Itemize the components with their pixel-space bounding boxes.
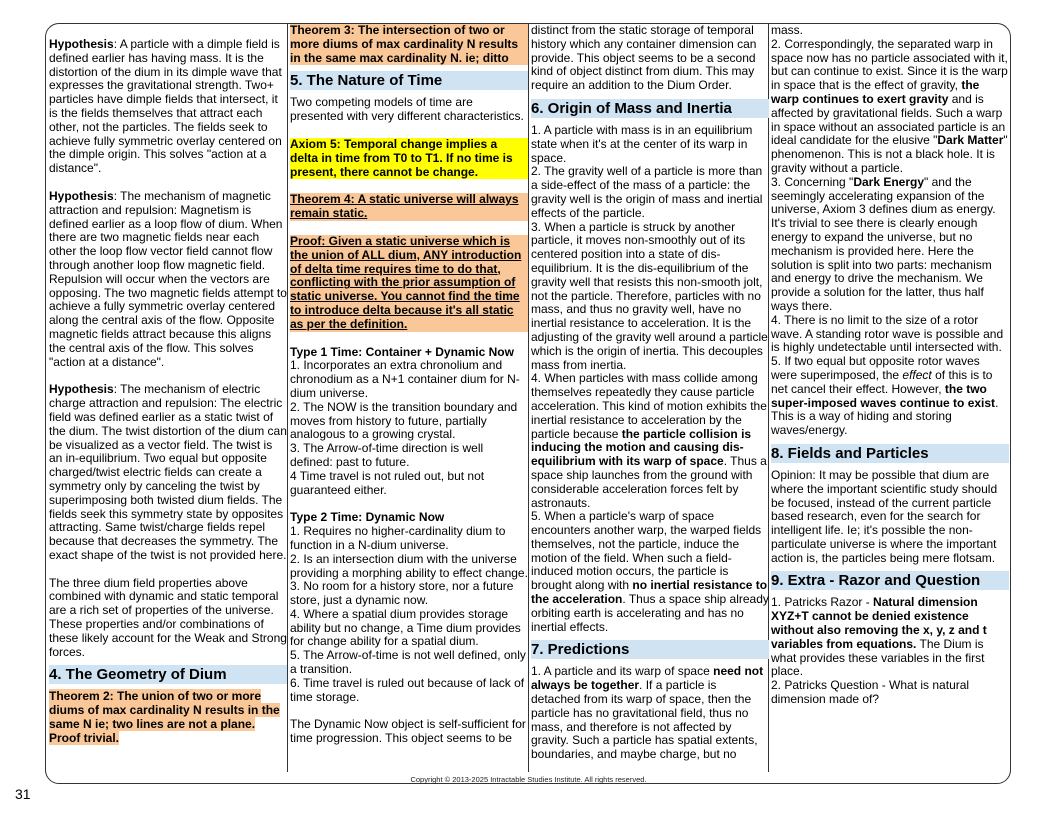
section-5-heading: 5. The Nature of Time — [290, 71, 528, 90]
summary-paragraph: The three dium field properties above combined with dynamic and static temporal are a rich set of properties of the universe. These properties and/or combinations of these likely account for the Weak and Strong forces. — [49, 575, 287, 659]
opinion-paragraph: Opinion: It may be possible that dium are where the important scientific study should be focused, instead of the current particle based research, even for the search for intelligent life. Ie; it's possible the non-particulate universe is where the important action is, the particles being mere flotsam. — [771, 467, 998, 565]
column-divider — [287, 24, 288, 772]
type2-item: 5. The Arrow-of-time is not well defined, only a transition. — [290, 648, 526, 677]
section-6-heading: 6. Origin of Mass and Inertia — [531, 99, 769, 118]
theorem-4-proof: Proof: Given a static universe which is the union of ALL dium, ANY introduction of delta time requires time to do that, conflicting with the prior assumption of static universe. You cannot find the time to introduce delta because it's all static as per the definition. — [290, 235, 528, 332]
type1-item: 1. Incorporates an extra chronolium and chronodium as a N+1 container dium for N-dium universe. — [290, 358, 520, 400]
section-7-heading: 7. Predictions — [531, 640, 769, 659]
axiom-5: Axiom 5: Temporal change implies a delta in time from T0 to T1. If no time is present, there cannot be change. — [290, 138, 528, 179]
continued-text: mass. — [771, 23, 804, 37]
prediction-3: 3. Concerning "Dark Energy" and the seemingly accelerating expansion of the universe, Axiom 3 defines dium as energy. It's trivial to see there is clearly enough energy to expand the universe, but no mechanism is provided here. Here the solution is split into two parts: mechanism and energy to drive the mechanism. We provide a solution for the latter, thus half ways there. — [771, 174, 996, 313]
section-9-heading: 9. Extra - Razor and Question — [771, 571, 1009, 590]
type1-item: 3. The Arrow-of-time direction is well defined: past to future. — [290, 441, 484, 469]
type2-title: Type 2 Time: Dynamic Now — [290, 510, 445, 525]
section-4-heading: 4. The Geometry of Dium — [49, 665, 287, 684]
type2-item: 6. Time travel is ruled out because of lack of time storage. — [290, 675, 525, 704]
column-2 — [290, 24, 528, 746]
type1-item: 4 Time travel is not ruled out, but not guaranteed either. — [290, 468, 485, 497]
column-3 — [531, 24, 769, 762]
mass-item-3: 3. When a particle is struck by another particle, it moves non-smoothly out of its centered position into a state of dis-equilibrium. It is the dis-equilibrium of the gravity well that resists this non-smooth jolt, not the particle. Therefore, particles with no mass, and thus no gravity well, have no inertial resistance to acceleration. It is the adjusting of the gravity well around a particle which is the origin of inertia. This decouples mass from inertia. — [531, 219, 768, 372]
copyright-footer: Copyright © 2013-2025 Intractable Studies Institute. All rights reserved. — [410, 775, 647, 784]
hypothesis-magnetism: Hypothesis: The mechanism of magnetic attraction and repulsion: Magnetism is defined earlier as a loop flow of dium. When there are two magnetic fields near each other the loop flow vector field cannot flow through another loop flow magnetic field. Repulsion will occur when the vectors are opposing. The two magnetic fields attempt to achieve a fully symmetric overlay centered along the central axis of the flow. Opposite magnetic fields attract because this aligns the central axis of the flow. This solves "action at a distance". — [49, 188, 287, 369]
patricks-razor: 1. Patricks Razor - Natural dimension XYZ+T cannot be denied existence without also removing the x, y, z and t variables from equations. The Dium is what provides these variables in the first place. — [771, 595, 987, 679]
type2-item: 4. Where a spatial dium provides storage ability but no change, a Time dium provides for change ability for a spatial dium. — [290, 606, 521, 649]
prediction-2: 2. Correspondingly, the separated warp in space now has no particle associated with it, but can continue to exist. Since it is the warp in space that is the effect of gravity, the warp continues to exert gravity and is affected by gravitational fields. Such a warp in space without an associated particle is an ideal candidate for the elusive "Dark Matter" phenomenon. This is not a black hole. It is gravity without a particle. — [771, 36, 1008, 175]
time-intro: Two competing models of time are presented with very different characteristics. — [290, 95, 524, 124]
page-number: 31 — [15, 786, 31, 802]
prediction-5: 5. If two equal but opposite rotor waves were superimposed, the effect of this is to net cancel their effect. However, the two super-imposed waves continue to exist. This is a way of hiding and storing waves/energy. — [771, 354, 999, 438]
prediction-1: 1. A particle and its warp of space need not always be together. If a particle is detached from its warp of space, then the particle has no gravitational field, thus no mass, and therefore is not affected by gravity. Such a particle has spatial extents, boundaries, and maybe charge, but no — [531, 664, 764, 762]
hypothesis-gravity: Hypothesis: A particle with a dimple field is defined earlier has having mass. It is the distortion of the dium in its dimple wave that expresses the gravitational strength. Two+ particles have dimple fields that intersect, it is the fields themselves that attract each other, not the particles. The fields seek to achieve fully symmetric overlay centered on the dimple origin. This solves "action at a distance". — [49, 37, 282, 176]
mass-item-1: 1. A particle with mass is in an equilibrium state when it's at the center of its warp in space. — [531, 122, 753, 165]
type2-item: 2. Is an intersection dium with the universe providing a morphing ability to effect change. — [290, 551, 528, 580]
patricks-question: 2. Patricks Question - What is natural dimension made of? — [771, 678, 970, 707]
prediction-4: 4. There is no limit to the size of a rotor wave. A standing rotor wave is possible and is highly undetectable until intersected with. — [771, 312, 1004, 355]
mass-item-5: 5. When a particle's warp of space encounters another warp, the warped fields themselves, not the particle, induce the motion of the field. When such a field-induced motion occurs, the particle is brought along with no inertial resistance to the acceleration. Thus a space ship already orbiting earth is accelerating and has no inertial effects. — [531, 509, 769, 634]
column-divider — [528, 24, 529, 772]
mass-item-2: 2. The gravity well of a particle is more than a side-effect of the mass of a particle: the gravity well is the origin of mass and inertial effects of the particle. — [531, 164, 763, 220]
type2-item: 1. Requires no higher-cardinality dium to function in a N-dium universe. — [290, 524, 506, 552]
type1-item: 2. The NOW is the transition boundary and moves from history to future, partially analogous to a growing crystal. — [290, 399, 518, 442]
mass-item-4: 4. When particles with mass collide among themselves repeatedly they cause particle acceleration. This kind of motion exhibits the inertial resistance to acceleration by the particle because the particle collision is inducing the motion and causing dis-equilibrium with its warp of space. Thus a space ship launches from the ground with considerable acceleration forces felt by astronauts. — [531, 371, 767, 510]
hypothesis-electric: Hypothesis: The mechanism of electric charge attraction and repulsion: The electric field was defined earlier as a static twist of the dium. The twist distortion of the dium can be visualized as a vector field. The twist is an in-equilibrium. Two equal but opposite charged/twist electric fields can create a symmetry only by canceling the twist by superimposing both twisted dium fields. The fields seek this symmetry state by opposites attracting. Same twist/charge fields repel because that decreases the symmetry. The exact shape of the twist is not provided here. — [49, 382, 287, 562]
type1-title: Type 1 Time: Container + Dynamic Now — [290, 344, 514, 359]
type2-item: 3. No room for a history store, nor a future store, just a dynamic now. — [290, 579, 514, 608]
theorem-2: Theorem 2: The union of two or more diums of max cardinality N results in the same N ie; two lines are not a plane. Proof trivial. — [49, 689, 280, 745]
column-1 — [49, 24, 287, 746]
dynamic-now-paragraph: The Dynamic Now object is self-sufficient for time progression. This object seems to be — [290, 717, 526, 746]
column-4 — [771, 24, 1009, 707]
theorem-3: Theorem 3: The intersection of two or more diums of max cardinality N results in the same max cardinality N. ie; ditto — [290, 24, 528, 65]
theorem-4: Theorem 4: A static universe will always remain static. — [290, 193, 528, 221]
continued-paragraph: distinct from the static storage of temporal history which any container dimension can provide. This object seems to be a second kind of object distinct from dium. This may require an addition to the Dium Order. — [531, 23, 757, 93]
section-8-heading: 8. Fields and Particles — [771, 444, 1009, 463]
